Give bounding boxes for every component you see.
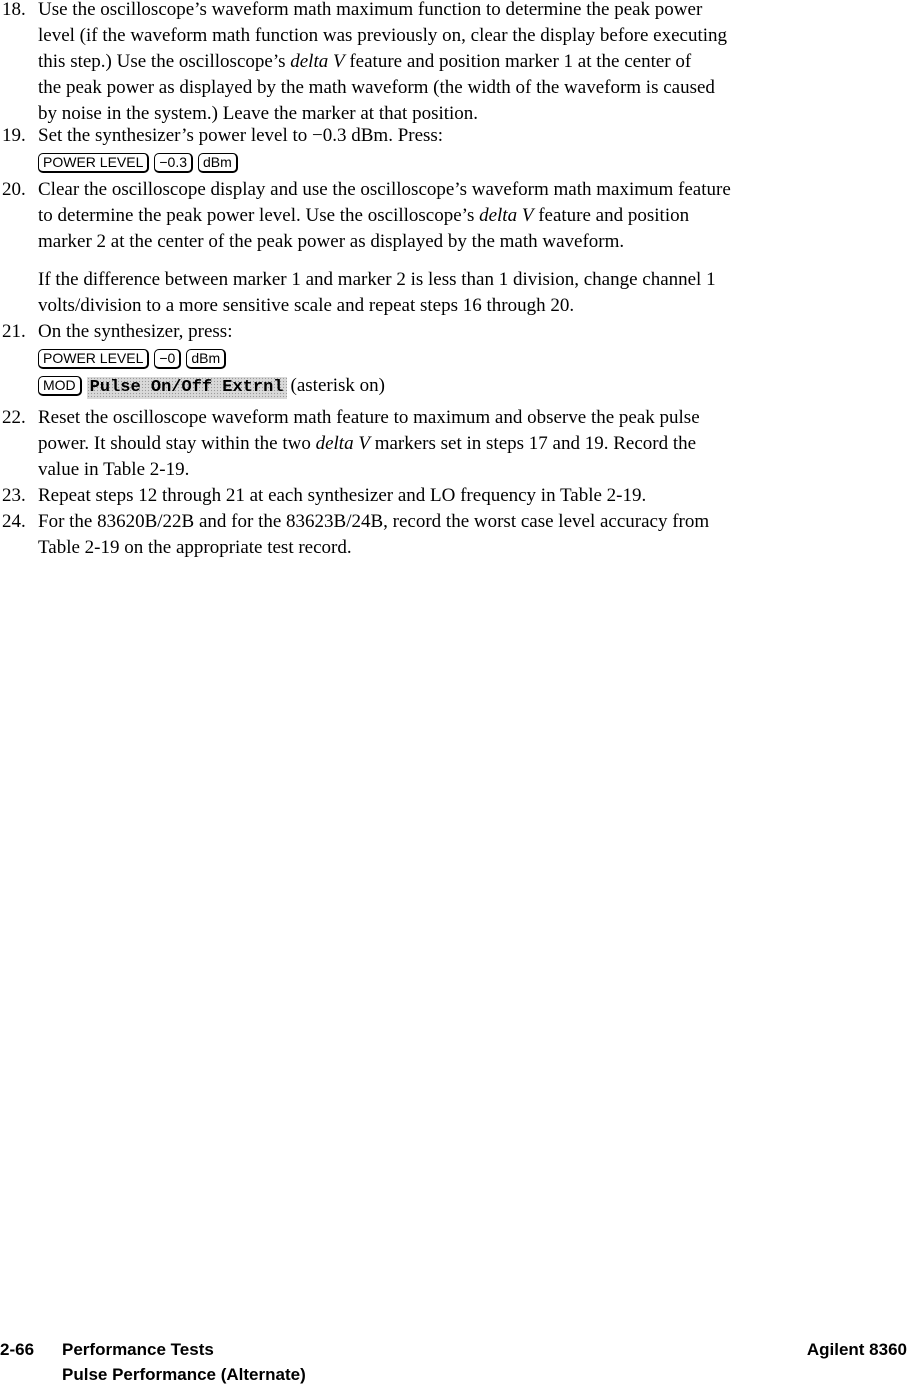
dbm-key[interactable]: dBm [186,349,226,369]
step-text: by noise in the system.) Leave the marker at that position. [38,103,479,124]
step-text: Reset the oscilloscope waveform math feature to maximum and observe the peak pulse [38,407,700,428]
step-number: 24. [2,511,26,532]
step-text: value in Table 2-19. [38,459,190,480]
pulse-on-off-extrnl-softkey[interactable]: Pulse On/Off Extrnl [87,377,287,399]
value-key[interactable]: −0 [154,349,181,369]
step-number: 19. [2,125,26,146]
power-level-key[interactable]: POWER LEVEL [38,349,149,369]
footer-product: Agilent 8360 [806,1340,907,1359]
step-number: 22. [2,407,26,428]
step-text: marker 2 at the center of the peak power as displayed by the math waveform. [38,231,625,252]
step-number: 20. [2,179,26,200]
step-text: level (if the waveform math function was previously on, clear the display before executing [38,25,728,46]
key-sequence [38,150,243,176]
key-sequence [38,373,385,399]
step-text: Table 2-19 on the appropriate test record. [38,537,352,558]
key-sequence [38,346,231,372]
step-text: the peak power as displayed by the math waveform (the width of the waveform is caused [38,77,715,98]
mod-key[interactable]: MOD [38,376,82,396]
step-text: Set the synthesizer’s power level to −0.3 dBm. Press: [38,125,444,146]
step-number: 21. [2,321,26,342]
step-text: to determine the peak power level. Use the oscilloscope’s delta V feature and position [38,205,690,226]
step-text: power. It should stay within the two delta V markers set in steps 17 and 19. Record the [38,433,697,454]
value-key[interactable]: −0.3 [154,153,193,173]
step-note: If the difference between marker 1 and marker 2 is less than 1 division, change channel 1 [38,269,716,290]
step-text: Repeat steps 12 through 21 at each synthesizer and LO frequency in Table 2-19. [38,485,647,506]
delta-v-term: delta V [479,205,534,226]
step-note: volts/division to a more sensitive scale and repeat steps 16 through 20. [38,295,575,316]
delta-v-term: delta V [315,433,370,454]
step-text: Clear the oscilloscope display and use the oscilloscope’s waveform math maximum feature [38,179,731,200]
footer-section: Performance Tests [62,1340,214,1359]
dbm-key[interactable]: dBm [198,153,238,173]
step-number: 23. [2,485,26,506]
power-level-key[interactable]: POWER LEVEL [38,153,149,173]
step-text: For the 83620B/22B and for the 83623B/24B, record the worst case level accuracy from [38,511,710,532]
footer-subsection: Pulse Performance (Alternate) [62,1365,306,1384]
step-text: this step.) Use the oscilloscope’s delta V feature and position marker 1 at the center of [38,51,692,72]
footer-page-number: 2-66 [0,1340,35,1359]
step-number: 18. [2,0,26,20]
delta-v-term: delta V [290,51,345,72]
step-text: On the synthesizer, press: [38,321,233,342]
softkey-note: (asterisk on) [290,375,385,396]
step-text: Use the oscilloscope’s waveform math maximum function to determine the peak power [38,0,703,20]
